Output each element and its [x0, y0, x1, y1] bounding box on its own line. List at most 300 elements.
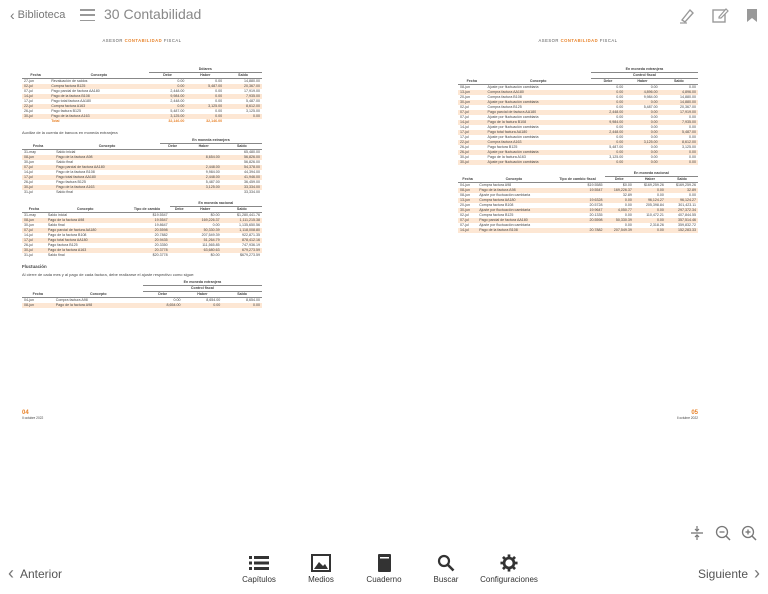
table-cell: 0.00 — [625, 150, 659, 155]
table-cell: 63,680.63 — [189, 248, 222, 253]
edit-note-icon[interactable] — [711, 6, 729, 24]
table-cell: 359,832.72 — [678, 223, 696, 227]
page-folio: 05 II octubre 2022 — [676, 410, 698, 420]
column-header: Saldo — [660, 79, 698, 85]
table-cell: 0.00 — [660, 160, 698, 165]
table-cell: Pago parcial de factura AA180 — [54, 165, 160, 170]
table-cell: 17-jul — [22, 175, 54, 180]
table-cell: Pago de la factura A98 — [477, 188, 550, 193]
highlighter-icon[interactable] — [678, 6, 696, 24]
list-icon — [248, 554, 270, 572]
table-cell: 0.00 — [616, 105, 624, 109]
table-cell: 9,984.00 — [149, 94, 187, 99]
table-cell: 1,135,650.56 — [239, 223, 260, 227]
table-cell: Saldo final — [47, 253, 65, 257]
table-cell: 0.00 — [616, 115, 624, 119]
column-header: Concepto — [486, 79, 591, 85]
table-cell: 0.00 — [625, 120, 659, 125]
table-cell: 14-jul — [24, 170, 33, 174]
table-cell: 54,378.00 — [222, 165, 262, 170]
table-cell: 50,330.39 — [189, 228, 222, 233]
table-cell: 19.5547 — [124, 218, 169, 223]
table-cell: Saldo final — [56, 160, 73, 164]
table-cell: Pago de la factura B108 — [56, 170, 95, 174]
table-cell: 14-jul — [458, 228, 477, 233]
table-cell: 20.7882 — [154, 233, 168, 237]
table-cell: 207,549.39 — [605, 228, 634, 233]
back-to-library-button[interactable] — [10, 9, 65, 21]
column-header: Haber — [625, 79, 659, 85]
table-cell: 02-jul — [22, 84, 49, 89]
table-cell: Ajuste por fluctuación cambiaria — [479, 193, 531, 197]
column-header: Fecha — [22, 73, 49, 79]
column-header: Fecha — [22, 292, 54, 298]
table-group-header: Dólares — [149, 67, 262, 73]
table-cell: 0.00 — [656, 193, 664, 197]
table-cell: 0.00 — [689, 125, 696, 129]
table-cell: Pago de la factura B108 — [486, 120, 591, 125]
table-cell: 20-jun — [460, 203, 470, 207]
table-cell: 14-jul — [458, 120, 486, 125]
table-group-header: En moneda extranjera — [160, 138, 262, 144]
table-cell: 2,318.26 — [649, 223, 664, 227]
table-cell: 30-jun — [24, 160, 34, 164]
table-cell: 0.00 — [215, 109, 223, 113]
table-cell: 8,654.00 — [143, 303, 183, 308]
table-cell: 5,487.00 — [660, 130, 698, 135]
table-cell: 0.00 — [215, 99, 223, 103]
search-button[interactable] — [416, 554, 476, 584]
table-cell: 9,984.00 — [205, 170, 220, 174]
table-cell: 08-jun — [22, 218, 46, 223]
table-cell: 96,124.27 — [666, 198, 698, 203]
table-cell: Saldo final — [56, 190, 73, 194]
media-label: Medios — [308, 575, 334, 584]
table-cell: 30-jun — [24, 223, 34, 227]
table-cell: 30-jun — [458, 100, 486, 105]
column-header: Fecha — [22, 207, 46, 213]
table-cell: 407,844.55 — [678, 213, 696, 217]
table-cell: 0.00 — [689, 155, 696, 159]
table-cell: 13-jun — [458, 198, 477, 203]
table-cell: Pago de la factura B108 — [47, 233, 87, 237]
section-title: Fluctuación — [22, 264, 47, 269]
table-cell: 07-jul — [24, 89, 33, 93]
table-cell: 0.00 — [689, 135, 696, 139]
table-cell: 2,448.00 — [186, 165, 222, 170]
table-cell: Compra factura A163 — [49, 104, 148, 109]
table-cell: Saldo final — [47, 223, 65, 227]
column-header: Debe — [143, 292, 183, 298]
table-cell: 02-jul — [460, 105, 469, 109]
table-cell: Compra factura B108 — [487, 95, 522, 99]
column-header: Concepto — [46, 207, 125, 213]
notebook-button[interactable] — [354, 554, 414, 584]
page-header-logo: ASESOR CONTABILIDAD FISCAL — [102, 38, 182, 43]
table-cell: 9,984.00 — [643, 95, 658, 99]
table-cell: 0.00 — [224, 114, 262, 119]
table-cell: 07-jul — [458, 218, 477, 223]
table-cell: 0.00 — [650, 115, 658, 119]
table-cell: 8,654.00 — [186, 155, 222, 160]
table-cell: 3,125.00 — [625, 140, 659, 145]
table-cell: 5,487.00 — [170, 109, 185, 113]
column-header: Fecha — [458, 177, 477, 183]
column-header: Debe — [591, 79, 625, 85]
table-cell: 20,367.00 — [680, 105, 696, 109]
table-cell: Saldo inicial — [47, 213, 68, 217]
column-header: Fecha — [458, 79, 486, 85]
table-cell: 14,880.00 — [680, 95, 696, 99]
table-cell: 110,472.21 — [646, 213, 664, 217]
table-cell: Pago factura B125 — [56, 180, 86, 184]
table-cell: 4,050.77 — [605, 208, 634, 213]
table-group-header: En moneda extranjera — [591, 67, 698, 73]
table-cell: 8,654.00 — [246, 298, 260, 302]
table-cell: 4,896.00 — [660, 90, 698, 95]
table-cell: 20.5598 — [551, 218, 605, 223]
table-cell: Pago parcial de factura AA180 — [477, 218, 550, 223]
table-cell: Pago parcial de factura AA180 — [51, 89, 100, 93]
table-cell: 30-jul — [458, 160, 486, 165]
table-cell: Pago factura B125 — [487, 145, 518, 149]
search-icon — [437, 554, 455, 572]
table-cell: Ajuste por fluctuación cambiaria — [486, 100, 591, 105]
table-cell: 0.00 — [625, 110, 659, 115]
table-cell: 0.00 — [624, 223, 632, 227]
table-cell: 2,448.00 — [591, 110, 625, 115]
table-cell: Compra factura B125 — [487, 105, 522, 109]
table-cell: Compra factura B125 — [479, 213, 514, 217]
column-header: Saldo — [666, 177, 698, 183]
table-cell: 5,487.00 — [609, 145, 624, 149]
table-cell: 20.3778 — [124, 248, 169, 253]
table-cell: 26-jul — [24, 243, 33, 247]
table-cell: 0.00 — [625, 130, 659, 135]
bookmark-icon[interactable] — [743, 6, 761, 24]
top-toolbar — [0, 0, 768, 32]
table-cell: Pago de la factura A163 — [487, 155, 526, 159]
table-cell: 0.00 — [634, 218, 666, 223]
table-cell: 2,448.00 — [186, 175, 222, 180]
table-cell: 4,896.00 — [625, 90, 659, 95]
table-cell: 08-jun — [460, 85, 470, 89]
table-cell: 0.00 — [605, 198, 634, 203]
table-caption: Auxiliar de la cuenta de bancos en moneda extranjera — [22, 130, 118, 135]
table-cell: 20.7882 — [551, 228, 605, 233]
table-cell — [224, 119, 262, 124]
table-cell: Ajuste por fluctuación cambiaria — [487, 135, 539, 139]
table-cell: 0.00 — [650, 135, 658, 139]
table-cell: 04-jun — [460, 183, 470, 187]
table-cell: Pago factura B125 — [51, 109, 81, 113]
table-cell: 0.00 — [186, 94, 224, 99]
table-cell: 20-jun — [460, 95, 470, 99]
table-cell: 27-jun — [24, 79, 34, 83]
national-currency-table — [22, 201, 262, 258]
table-cell: 14-jul — [22, 94, 49, 99]
table-cell: 0.00 — [183, 303, 223, 308]
table-cell: 20.1335 — [589, 213, 603, 217]
image-icon — [311, 554, 331, 572]
table-cell: Pago factura B125 — [47, 243, 78, 247]
table-cell: 0.00 — [177, 79, 185, 83]
table-cell: 0.00 — [634, 208, 666, 213]
table-cell: 26-jul — [24, 109, 33, 113]
table-cell: 8,612.00 — [660, 140, 698, 145]
table-cell: 17-jul — [22, 238, 46, 243]
table-cell: 169,226.37 — [605, 188, 634, 193]
table-cell: Pago total factura AA180 — [46, 238, 125, 243]
menu-icon[interactable] — [80, 9, 95, 21]
table-cell: $169,259.26 — [676, 183, 696, 187]
table-cell: Pago de la factura A163 — [54, 185, 160, 190]
table-cell: 04-jun — [24, 298, 34, 302]
table-cell: Ajuste por fluctuación cambiaria — [477, 208, 550, 213]
zoom-in-icon[interactable] — [740, 524, 758, 542]
column-header: Debe — [160, 144, 186, 150]
table-cell: 19.9647 — [551, 208, 605, 213]
dollars-table — [22, 67, 262, 124]
left-page — [22, 38, 262, 428]
chapters-button[interactable] — [229, 554, 289, 584]
table-cell: 07-jul — [22, 228, 46, 233]
table-cell: Ajuste por fluctuación cambiaria — [486, 160, 591, 165]
table-cell: 0.00 — [616, 85, 624, 89]
page-header-logo: ASESOR CONTABILIDAD FISCAL — [538, 38, 618, 43]
table-cell: 0.00 — [634, 228, 666, 233]
chapters-label: Capítulos — [242, 575, 276, 584]
table-cell: 3,125.00 — [186, 185, 222, 190]
table-cell: Total — [51, 119, 60, 123]
table-cell: 0.00 — [173, 298, 181, 302]
back-label: Biblioteca — [17, 9, 66, 21]
table-cell: 3,125.00 — [186, 104, 224, 109]
table-cell: 1,118,008.80 — [222, 228, 262, 233]
settings-label: Configuraciones — [480, 575, 538, 584]
table-row — [22, 190, 262, 195]
table-cell: 17,919.00 — [244, 89, 260, 93]
table-cell: Pago total factura AA180 — [486, 130, 591, 135]
table-cell: 65,480.00 — [244, 150, 260, 154]
table-cell: 169,226.37 — [189, 218, 222, 223]
table-cell: 3,125.00 — [609, 155, 624, 159]
table-cell: 207,549.39 — [201, 233, 220, 237]
table-cell: Pago total factura AA180 — [51, 99, 91, 103]
table-cell: 31-may — [24, 213, 36, 217]
table-cell: Ajuste por fluctuación cambiaria — [479, 223, 531, 227]
table-cell: 0.00 — [689, 85, 696, 89]
table-cell: 07-jul — [460, 223, 469, 227]
table-cell: 5,487.00 — [246, 99, 260, 103]
chevron-left-icon: ‹ — [8, 563, 14, 583]
table-cell: 679,273.59 — [222, 248, 262, 253]
previous-page-button[interactable] — [8, 563, 62, 584]
table-cell: 22-jul — [458, 140, 486, 145]
column-header: Debe — [170, 207, 189, 213]
bottom-toolbar — [0, 548, 768, 594]
table-cell: $0.00 — [210, 213, 220, 217]
table-cell: Pago de la factura A163 — [49, 114, 148, 119]
table-cell: Ajuste por fluctuación cambiaria — [487, 85, 539, 89]
table-cell: 14-jul — [460, 125, 469, 129]
table-cell: Compra factura B125 — [49, 84, 148, 89]
table-cell: $20.3778 — [152, 253, 168, 257]
table-cell: 0.00 — [591, 150, 625, 155]
next-page-button[interactable] — [698, 563, 760, 584]
table-group-header: En moneda nacional — [170, 201, 262, 207]
fit-page-icon[interactable] — [688, 524, 706, 542]
search-label: Buscar — [433, 575, 459, 584]
table-cell: 152,283.33 — [666, 228, 698, 233]
table-cell: 0.00 — [591, 90, 625, 95]
column-header: Haber — [183, 292, 223, 298]
table-cell: Compra factura A98 — [55, 298, 88, 302]
table-cell: $1,280,441.76 — [237, 213, 260, 217]
table-cell — [186, 190, 222, 195]
table-cell: 1,111,215.38 — [222, 218, 262, 223]
table-cell: 7,935.00 — [660, 120, 698, 125]
table-cell: 02-jul — [460, 213, 469, 217]
table-cell: 5,487.00 — [205, 180, 220, 184]
table-cell: 08-jun — [22, 303, 54, 308]
table-cell — [170, 253, 189, 258]
table-cell: 5,487.00 — [643, 105, 658, 109]
table-cell: 0.00 — [625, 100, 659, 105]
table-cell: 20,367.00 — [224, 84, 262, 89]
table-cell: 0.00 — [186, 114, 224, 119]
table-cell: 26-jul — [458, 150, 486, 155]
column-header: Saldo — [222, 207, 262, 213]
table-cell: $19.5547 — [152, 213, 168, 217]
table-cell: 0.00 — [625, 160, 659, 165]
table-cell: 36,459.00 — [244, 180, 260, 184]
table-cell: 22-jul — [22, 104, 49, 109]
media-button[interactable] — [291, 554, 351, 584]
table-cell: Compra factura B108 — [479, 203, 514, 207]
table-cell: 08-jun — [458, 188, 477, 193]
table-cell — [160, 190, 186, 195]
table-cell: 44,394.00 — [244, 170, 260, 174]
column-header: Tipo de cambio fiscal — [551, 177, 605, 183]
table-cell: Pago de la factura A98 — [54, 155, 160, 160]
column-header: Tipo de cambio — [124, 207, 169, 213]
table-cell: 7,935.00 — [224, 94, 262, 99]
table-cell: 14-jul — [24, 233, 33, 237]
table-cell — [22, 119, 49, 124]
column-header: Saldo — [222, 292, 262, 298]
table-subgroup-header: Control fiscal — [591, 73, 698, 79]
table-cell: 32,146.00 — [206, 119, 223, 123]
column-header: Haber — [189, 207, 222, 213]
table-cell: Ajuste por fluctuación cambiaria — [486, 150, 591, 155]
table-cell: Compra factura AA180 — [486, 90, 591, 95]
table-cell: Pago de la factura B108 — [477, 228, 550, 233]
table-cell: 0.00 — [689, 115, 696, 119]
table-cell: Pago parcial de factura AA180 — [46, 228, 125, 233]
table-cell: 07-jul — [22, 165, 54, 170]
table-group-header: En moneda nacional — [605, 171, 698, 177]
table-cell: 0.00 — [591, 140, 625, 145]
table-cell: 747,936.19 — [242, 243, 260, 247]
table-cell: Compra factura AA180 — [477, 198, 550, 203]
column-header: Saldo — [222, 144, 262, 150]
table-cell: 3,125.00 — [682, 145, 696, 149]
table-cell: 30-jul — [22, 114, 49, 119]
table-cell: 2,448.00 — [170, 99, 185, 103]
foreign-currency-table — [22, 138, 262, 195]
table-cell: 32.89 — [622, 193, 632, 197]
table-cell: 30-jul — [22, 185, 54, 190]
table-cell: 56,826.00 — [222, 155, 262, 160]
table-cell: Pago parcial de factura AA180 — [486, 110, 591, 115]
table-cell: 20.5598 — [124, 228, 169, 233]
table-cell: 3,125.00 — [246, 109, 260, 113]
table-cell: 41,946.00 — [222, 175, 262, 180]
section-text: Al cierre de cada mes y al pago de cada factura, debe realizarse el ajuste respectivo como sigue: — [22, 272, 195, 277]
table-cell: Pago de la factura A98 — [46, 218, 125, 223]
table-cell: 20.5728 — [589, 203, 603, 207]
column-header: Haber — [186, 144, 222, 150]
table-cell: 31-jul — [24, 253, 33, 257]
table-cell: 0.00 — [616, 125, 624, 129]
table-cell: 17-jul — [460, 135, 469, 139]
table-cell: 297,372.34 — [666, 208, 698, 213]
table-cell: Ajuste por fluctuación cambiaria — [487, 115, 539, 119]
table-cell: 9,984.00 — [591, 120, 625, 125]
chevron-right-icon: › — [754, 563, 761, 583]
table-cell: Compra factura A163 — [486, 140, 591, 145]
table-cell: 30-jun — [458, 208, 477, 213]
page-folio: 04 II octubre 2022 — [22, 410, 44, 420]
table-cell: 08-jun — [460, 193, 470, 197]
table-cell: 2,448.00 — [170, 89, 185, 93]
table-cell: 07-jul — [458, 110, 486, 115]
column-header: Saldo — [224, 73, 262, 79]
table-cell: 301,423.11 — [678, 203, 696, 207]
table-cell: 0.00 — [212, 223, 220, 227]
table-cell: 8,612.00 — [224, 104, 262, 109]
column-header: Concepto — [477, 177, 550, 183]
settings-button[interactable] — [474, 554, 544, 584]
table-cell: 0.00 — [215, 89, 223, 93]
table-cell: 51,264.79 — [189, 238, 222, 243]
table-cell: 31-may — [24, 150, 36, 154]
table-cell: 20.9435 — [124, 238, 169, 243]
next-label: Siguiente — [698, 566, 749, 581]
table-cell: Pago total factura AA180 — [54, 175, 160, 180]
table-cell: 26-jul — [24, 180, 33, 184]
column-header: Concepto — [54, 144, 160, 150]
table-cell: 30-jul — [22, 248, 46, 253]
table-cell: 922,871.35 — [242, 233, 260, 237]
table-cell: 19.8647 — [154, 223, 168, 227]
zoom-out-icon[interactable] — [714, 524, 732, 542]
table-cell: 0.00 — [650, 125, 658, 129]
table-cell: 19.5547 — [551, 188, 605, 193]
table-cell: 14,880.00 — [244, 79, 260, 83]
table-cell: 13-jun — [458, 90, 486, 95]
column-header: Haber — [186, 73, 224, 79]
table-cell: 205,398.84 — [645, 203, 664, 207]
fiscal-foreign-table — [458, 67, 698, 165]
book-title: 30 Contabilidad — [104, 6, 202, 22]
gear-icon — [499, 554, 519, 572]
table-cell: 32.89 — [666, 188, 698, 193]
table-cell: 0.00 — [591, 160, 625, 165]
table-cell: 0.00 — [616, 135, 624, 139]
table-cell: 08-jun — [22, 155, 54, 160]
